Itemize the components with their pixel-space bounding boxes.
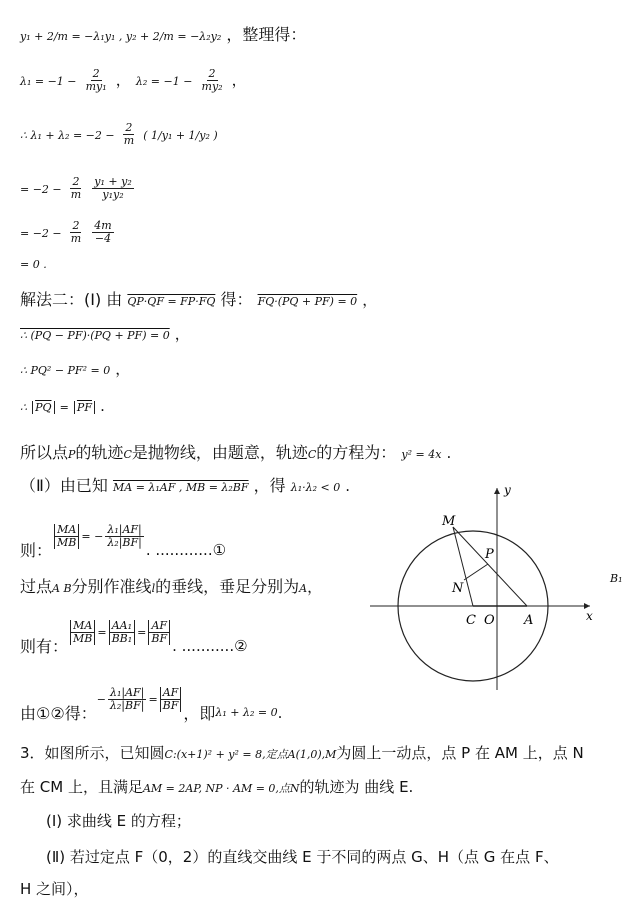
label-o: O [484, 613, 495, 628]
denominator: MB [70, 633, 95, 645]
squares-diff: ∴ PQ² − PF² = 0 [20, 364, 111, 377]
equals-minus: = − [81, 530, 104, 543]
lambda-product: λ₁·λ₂ < 0 [290, 481, 341, 494]
line-l: l [151, 582, 156, 595]
numerator: 4m [94, 219, 112, 232]
ref-one: . ............① [145, 540, 227, 559]
denominator: m [70, 188, 82, 201]
line-18 [20, 776, 413, 797]
denominator: BF [148, 633, 170, 645]
fraction-ma-mb [70, 620, 95, 645]
denominator: MB [54, 537, 79, 549]
text-zhengli: ，整理得： [226, 25, 307, 44]
point-a1: A [299, 582, 308, 595]
numerator: 2 [125, 121, 133, 134]
fraction-lambda-af-bf [105, 524, 144, 549]
label-p: P [485, 547, 494, 562]
fraction-2-m [69, 220, 83, 245]
numerator: λ₁|AF| [107, 523, 142, 536]
fraction-ma-mb [54, 524, 79, 549]
denominator: my₂ [201, 80, 223, 93]
text-ji: ，即 [183, 704, 216, 723]
fraction-2-my2 [200, 68, 225, 93]
vector-ratio-eq: MA = λ₁AF , MB = λ₂BF [112, 481, 249, 494]
lambda2-expr: λ₂ = −1 − [135, 75, 193, 88]
denominator: y₁y₂ [102, 188, 124, 201]
comma: ， [115, 71, 131, 89]
vector-dot-equation: QP·QF = FP·FQ [127, 295, 216, 308]
numerator: y₁ + y₂ [94, 175, 132, 188]
denominator: λ₂|BF| [107, 536, 142, 549]
text: 的轨迹 [75, 443, 124, 462]
lambda-sum-expr: ∴ λ₁ + λ₂ = −2 − [20, 129, 115, 142]
text-de: ，得 [253, 476, 286, 495]
denominator: BF [160, 700, 182, 712]
line-20: (Ⅱ) 若过定点 F（0，2）的直线交曲线 E 于不同的两点 G、H（点 G 在点 F、 [46, 848, 559, 866]
label-x: x [586, 609, 593, 623]
fraction-aa1-bb1 [109, 620, 136, 645]
line-3 [20, 122, 218, 147]
abs-pf: $\overline{PF}$ [74, 401, 95, 414]
numerator: 2 [72, 219, 80, 232]
segment-ma [453, 527, 527, 606]
fraction-af-bf [160, 687, 182, 712]
equation-lambda-relation: y₁ + 2/m = −λ₁y₁ , y₂ + 2/m = −λ₂y₂ [20, 30, 222, 43]
segment-np [464, 564, 488, 580]
label-a: A [524, 613, 534, 628]
abs-pq: $\overline{PQ}$ [32, 401, 54, 414]
comma: ， [174, 325, 190, 343]
denominator: my₁ [85, 80, 107, 93]
vector-dot-zero: FQ·(PQ + PF) = 0 [257, 295, 358, 308]
points-a-b: A B [52, 582, 72, 595]
text: 在 CM 上，且满足 [20, 778, 143, 796]
geometry-figure [360, 480, 600, 695]
line-19: (Ⅰ) 求曲线 E 的方程； [46, 812, 191, 830]
lambda-sum-zero: λ₁ + λ₂ = 0 [215, 706, 278, 719]
point-p: P [68, 448, 76, 461]
fraction-2-m [122, 122, 136, 147]
line-16: 由①②得： − $\frac{\text{λ₁|AF|}}{\text{λ₂|BF|}}$ = $\frac{AF}{BF}$ ，即 λ₁ + λ₂ = 0 . [20, 686, 283, 723]
fraction-af-bf [148, 620, 170, 645]
denominator: BB₁ [109, 633, 136, 645]
point-b1: B₁ [610, 572, 623, 585]
line-10 [20, 396, 105, 415]
line-12 [20, 473, 350, 496]
numerator: MA [70, 620, 95, 633]
denominator: m [70, 232, 82, 245]
text: 分别作准线 [71, 577, 152, 596]
ref-two: . ...........② [172, 636, 248, 655]
comma: ， [362, 291, 378, 309]
text-de: 得： [220, 290, 253, 309]
period: . [100, 397, 105, 415]
denominator: m [123, 134, 135, 147]
numerator: AF [160, 687, 182, 700]
lambda1-expr: λ₁ = −1 − [20, 75, 77, 88]
period: . [345, 477, 351, 495]
text: 的轨迹为 曲线 E. [299, 778, 414, 796]
reciprocal-sum: ( 1/y₁ + 1/y₂ ) [143, 129, 218, 142]
numerator: AF [148, 620, 170, 633]
numerator: λ₁|AF| [109, 686, 145, 699]
text: 是抛物线，由题意，轨迹 [131, 443, 308, 462]
denominator: λ₂|BF| [109, 699, 145, 712]
line-2 [20, 68, 247, 93]
part-two-heading: （Ⅱ）由已知 [20, 476, 108, 495]
y-axis-arrow [494, 488, 500, 494]
line-4 [20, 176, 136, 201]
label-c: C [466, 613, 476, 628]
text: 的垂线，垂足分别为 [155, 577, 300, 596]
label-zeyou: 则有： [20, 637, 69, 656]
line-11 [20, 440, 451, 463]
line-7 [20, 287, 377, 310]
period: . [277, 703, 283, 722]
text: 为圆上一动点，点 P 在 AM 上，点 N [336, 744, 584, 762]
comma: ， [115, 360, 131, 378]
parabola-equation: y² = 4x [401, 448, 442, 461]
circle-definition: C:(x+1)² + y² = 8,定点A(1,0),M [164, 748, 337, 761]
label-y: y [504, 483, 511, 497]
line-13 [20, 512, 226, 561]
therefore-symbol: ∴ [20, 401, 27, 414]
line-21: H 之间）， [20, 880, 89, 898]
fraction-2-m [69, 176, 83, 201]
fraction-2-my1 [84, 68, 109, 93]
label-combine: 由①②得： [20, 704, 97, 723]
text: 过点 [20, 577, 53, 596]
vector-conditions: AM = 2AP, NP · AM = 0,点N [142, 782, 300, 795]
numerator: 2 [208, 67, 216, 80]
equals: = [59, 401, 69, 414]
comma: ， [231, 71, 247, 89]
line-17 [20, 742, 584, 763]
fraction-y-sum-prod [92, 176, 133, 201]
period: . [446, 444, 452, 462]
curve-c: C [307, 448, 317, 461]
numerator: AA₁ [109, 620, 135, 633]
eq-prefix: = −2 − [20, 183, 62, 196]
line-15: 则有： $\frac{MA}{MB}$ = $\frac{\text{AA₁}}{\text{BB₁}}$ = $\frac{AF}{BF}$ . ...........② [20, 619, 248, 656]
line-8 [20, 323, 190, 344]
numerator: 2 [72, 175, 80, 188]
line-6: = 0 . [20, 258, 47, 271]
line-14 [20, 574, 322, 597]
numerator: MA [54, 524, 79, 537]
label-m: M [442, 514, 456, 529]
fraction-lambda-af-bf [108, 687, 147, 712]
curve-c: C [123, 448, 132, 461]
denominator: −4 [94, 232, 112, 245]
eq-prefix: = −2 − [20, 227, 62, 240]
comma: ， [307, 578, 323, 596]
vector-diff-sum: ∴ (PQ − PF)·(PQ + PF) = 0 [20, 329, 170, 342]
line-9 [20, 358, 130, 379]
text: 的方程为： [316, 443, 397, 462]
problem-three-intro: 3．如图所示，已知圆 [20, 744, 165, 762]
numerator: 2 [92, 67, 100, 80]
label-n: N [452, 581, 464, 596]
line-5 [20, 220, 116, 245]
method-two-heading: 解法二：(Ⅰ) 由 [20, 290, 123, 309]
label-ze: 则： [20, 541, 53, 560]
text: 所以点 [20, 443, 69, 462]
line-1 [20, 22, 306, 45]
minus: − [96, 693, 106, 706]
fraction-4m-neg4 [92, 220, 113, 245]
